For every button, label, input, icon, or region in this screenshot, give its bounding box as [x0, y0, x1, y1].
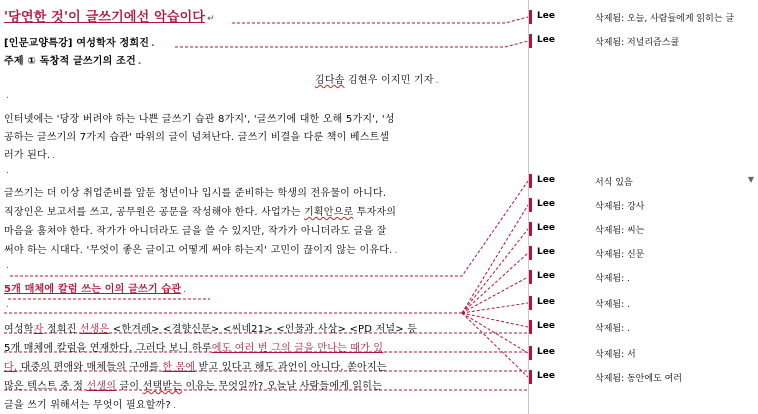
balloon-bar: [529, 198, 532, 212]
revision-balloon[interactable]: [529, 318, 758, 336]
balloon-bar: [529, 222, 532, 236]
balloon-author: Lee: [537, 297, 555, 307]
balloon-label: 삭제됨: 동안에도 여러: [595, 374, 683, 384]
paragraph-mark: .: [6, 300, 10, 310]
para2-line1: 글쓰기는 더 이상 취업준비를 앞둔 청년이나 입시를 준비하는 학생의 전유물이 아니다.: [4, 188, 387, 199]
markup-pane[interactable]: [529, 0, 758, 414]
para3-text1e: <한겨레> <경향신문> <씨네21> <인물과 사상> <PD 저널> 등: [109, 324, 418, 335]
paragraph-mark: .: [52, 151, 56, 161]
para2-text2b: 기획안으로: [304, 207, 354, 218]
balloon-author: Lee: [537, 247, 555, 257]
chevron-down-icon[interactable]: ▼: [747, 175, 754, 184]
para2-text4: 써야 하는 시대다. '무엇이 좋은 글이고 어떻게 써야 하는지' 고민이 끊이지 않는 이유다.: [4, 245, 393, 256]
balloon-label: 삭제됨: 오늘, 사람들에게 읽히는 글: [595, 14, 735, 24]
inserted-text: 선생은: [79, 324, 110, 335]
para3-text2a: 5개 매체에 칼럼을 연재한다. 그러다 보니 하루: [4, 343, 212, 354]
balloon-label: 삭제됨: .: [595, 274, 630, 284]
paragraph-mark: .: [137, 57, 142, 67]
paragraph-mark: .: [151, 39, 155, 49]
para3-text3b: 대중의 편애와 매체들의 구애를: [17, 362, 163, 373]
balloon-label: 삭제됨: .: [595, 300, 630, 310]
paragraph-mark: .: [6, 261, 10, 271]
empty-line: [4, 165, 9, 176]
balloon-label: 삭제됨: 강사: [595, 202, 645, 212]
para3-text1c: 정희진: [43, 324, 80, 335]
balloon-author: Lee: [537, 199, 555, 209]
headline-line: [4, 6, 215, 25]
balloon-author: Lee: [537, 321, 555, 331]
para3-text4c: 글이: [116, 381, 143, 392]
para3-text5: 글을 쓰기 위해서는 무엇이 필요할까?: [4, 400, 171, 411]
balloon-bar: [529, 296, 532, 310]
para2-line2: [4, 203, 396, 218]
para3-line5: [4, 396, 176, 411]
para3-text3d: 받고 있다고 해도 과언이 아니다. 쏟아지는: [195, 362, 387, 373]
paragraph-mark: .: [6, 166, 10, 176]
balloon-label: 삭제됨: 서: [595, 350, 636, 360]
balloon-bar: [529, 370, 532, 384]
balloon-bar: [529, 270, 532, 284]
inserted-text: 다.: [4, 362, 18, 373]
revision-balloon[interactable]: [529, 220, 758, 238]
para2-text2a: 직장인은 보고서를 쓰고, 공무원은 공문을 작성해야 한다. 사업가는: [4, 207, 305, 218]
paragraph-mark: .: [394, 246, 398, 256]
paragraph-mark: .: [435, 76, 439, 86]
balloon-author: Lee: [537, 371, 555, 381]
subhead-line: [4, 280, 186, 295]
revision-balloon[interactable]: [529, 344, 758, 362]
empty-line: [4, 90, 9, 101]
balloon-author: Lee: [537, 347, 555, 357]
balloon-bar: [529, 10, 532, 24]
empty-line: [4, 299, 9, 310]
balloon-bar: [529, 246, 532, 260]
reporter-line: [315, 71, 439, 86]
inserted-text: 한 몸에: [162, 362, 196, 373]
para1-line3: [4, 146, 55, 161]
inserted-text: 에도 여러 번 그의 글을 만나는 때가 있: [211, 343, 384, 354]
balloon-label: 삭제됨: 씨는: [595, 226, 645, 236]
para3-text1a: 여성학: [4, 324, 34, 335]
reporter-rest: 김현우 이지민 기자: [347, 75, 434, 86]
para3-text4e: 이유는 무엇일까? 오늘날 사람들에게 읽히는: [182, 381, 382, 392]
balloon-bar: [529, 320, 532, 334]
inserted-text: 자: [33, 324, 44, 335]
para1-text3: 러가 된다.: [4, 150, 51, 161]
reporter-name: 김다솜: [315, 75, 345, 86]
revision-balloon[interactable]: [529, 268, 758, 286]
revision-balloon[interactable]: [529, 294, 758, 312]
paragraph-mark: .: [183, 285, 187, 295]
headline: '당연한 것'이 글쓰기에선 악습이다: [4, 10, 206, 25]
balloon-author: Lee: [537, 11, 555, 21]
para3-line1: [4, 320, 417, 335]
paragraph-mark: .: [172, 401, 176, 411]
theme-title: 주제 ① 독창적 글쓰기의 조건: [4, 56, 136, 67]
balloon-author: Lee: [537, 175, 555, 185]
balloon-label: 삭제됨: .: [595, 324, 630, 334]
inserted-text: 선생의: [86, 381, 117, 392]
balloon-bar: [529, 346, 532, 360]
balloon-author: Lee: [537, 271, 555, 281]
empty-line: [4, 260, 9, 271]
balloon-author: Lee: [537, 35, 555, 45]
series-line: [4, 34, 155, 49]
revision-balloon[interactable]: [529, 32, 758, 50]
para3-text4a: 많은 텍스트 중 정: [4, 381, 87, 392]
para1-line2: 공하는 글쓰기의 7가지 습관' 따위의 글이 넘쳐난다. 글쓰기 비결을 다룬 책이 베스트셀: [4, 132, 390, 143]
para3-text4d: 선택받는: [142, 381, 183, 392]
para3-line3: [4, 358, 387, 373]
para2-text2c: 투자자의: [353, 207, 397, 218]
para3-line4: [4, 377, 382, 392]
balloon-label: 서식 있음: [595, 178, 633, 188]
series-title: [인문교양특강] 여성학자 정희진: [4, 38, 150, 49]
para3-line2: [4, 339, 383, 354]
balloon-author: Lee: [537, 223, 555, 233]
revision-balloon[interactable]: [529, 8, 758, 26]
paragraph-mark: ↵: [207, 14, 215, 24]
para1-line1: 인터넷에는 '당장 버려야 하는 나쁜 글쓰기 습관 8가지', '글쓰기에 대한 오해 5가지', '성: [4, 114, 395, 125]
subhead: 5개 매체에 칼럼 쓰는 이의 글쓰기 습관: [4, 284, 182, 295]
para2-line4: [4, 241, 398, 256]
revision-balloon[interactable]: [529, 368, 758, 386]
para2-line3: 마음을 훔쳐야 한다. 작가가 아니더라도 글을 쓸 수 있지만, 작가가 아니더라도 글을 잘: [4, 226, 387, 237]
balloon-bar: [529, 174, 532, 188]
balloon-bar: [529, 34, 532, 48]
paragraph-mark: .: [6, 91, 10, 101]
balloon-label: 삭제됨: 신문: [595, 250, 645, 260]
revision-balloon[interactable]: [529, 244, 758, 262]
balloon-label: 삭제됨: 저널리즘스쿨: [595, 38, 680, 48]
format-balloon[interactable]: [529, 172, 758, 190]
theme-line: [4, 52, 141, 67]
revision-balloon[interactable]: [529, 196, 758, 214]
